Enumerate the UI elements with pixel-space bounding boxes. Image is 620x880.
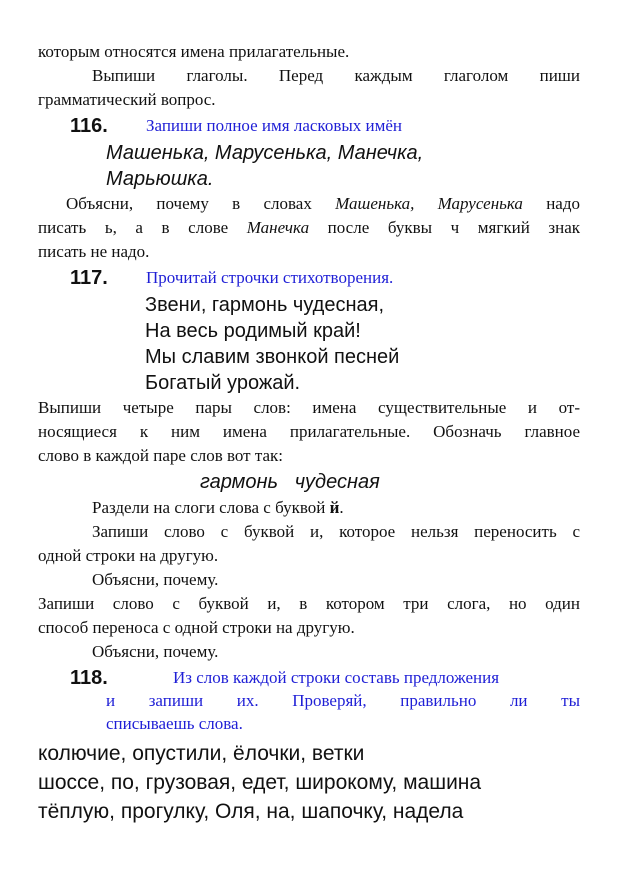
exercise-116-header bbox=[38, 112, 580, 140]
poem-line: Богатый урожай. bbox=[145, 372, 301, 394]
text-line: Объясни, почему. bbox=[92, 642, 219, 661]
exercise-task: списываешь слова. bbox=[106, 714, 243, 733]
text-line: Объясни, почему. bbox=[92, 570, 219, 589]
exercise-task: Запиши полное имя ласковых имён bbox=[146, 116, 403, 135]
text-line: носящиеся к ним имена прилагательные. Обозначь главное bbox=[38, 422, 580, 441]
exercise-118-header bbox=[38, 664, 580, 739]
textbook-page bbox=[38, 40, 580, 826]
instruction-verbs: Выпиши глаголы. Перед каждым глаголом пиши bbox=[92, 66, 580, 85]
word-line: шоссе, по, грузовая, едет, широкому, машина bbox=[38, 771, 482, 794]
word-line: тёплую, прогулку, Оля, на, шапочку, надела bbox=[38, 800, 464, 823]
exercise-task: Из слов каждой строки составь предложения bbox=[173, 668, 500, 687]
text-line: способ переноса с одной строки на другую. bbox=[38, 618, 355, 637]
exercise-number: 117. bbox=[70, 267, 108, 289]
names-line: Марьюшка. bbox=[106, 168, 214, 190]
explain-line: писать не надо. bbox=[38, 242, 150, 261]
exercise-task: и запиши их. Проверяй, правильно ли ты bbox=[106, 691, 580, 710]
text-line: одной строки на другую. bbox=[38, 546, 219, 565]
explain-line: писать ь, а в слове Манечка после буквы ч мягкий знак bbox=[38, 218, 580, 237]
text-line: Запиши слово с буквой и, которое нельзя переносить с bbox=[92, 522, 580, 541]
poem-line: Звени, гармонь чудесная, bbox=[145, 294, 385, 316]
word-line: колючие, опустили, ёлочки, ветки bbox=[38, 742, 365, 765]
poem-line: Мы славим звонкой песней bbox=[145, 346, 400, 368]
exercise-117-header bbox=[38, 264, 580, 292]
poem-line: На весь родимый край! bbox=[145, 320, 361, 342]
text-line: Запиши слово с буквой и, в котором три слога, но один bbox=[38, 594, 580, 613]
text-line: Раздели на слоги слова с буквой й. bbox=[92, 498, 344, 517]
text-line: которым относятся имена прилагательные. bbox=[38, 42, 350, 61]
names-line: Машенька, Марусенька, Манечка, bbox=[106, 142, 424, 164]
exercise-task: Прочитай строчки стихотворения. bbox=[146, 268, 394, 287]
exercise-number: 118. bbox=[70, 667, 108, 689]
explain-line: Объясни, почему в словах Машенька, Марусенька надо bbox=[66, 194, 580, 213]
text-line: слово в каждой паре слов вот так: bbox=[38, 446, 284, 465]
example-pair: гармонь чудесная bbox=[200, 471, 380, 493]
exercise-number: 116. bbox=[70, 115, 108, 137]
text-line: Выпиши четыре пары слов: имена существительные и от- bbox=[38, 398, 580, 417]
text-line: грамматический вопрос. bbox=[38, 90, 216, 109]
